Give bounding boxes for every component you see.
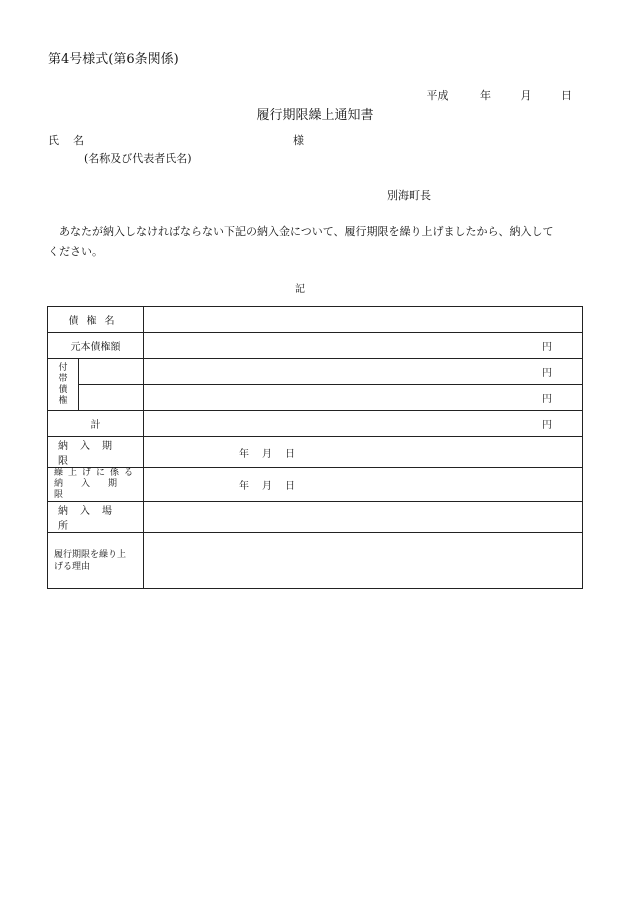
payment-deadline-label: 納入期限 bbox=[48, 437, 144, 468]
claim-name-value bbox=[144, 307, 583, 333]
date-era: 平成 bbox=[426, 89, 449, 102]
form-number: 第4号様式(第6条関係) bbox=[48, 52, 179, 67]
total-yen: 円 bbox=[144, 411, 583, 437]
name-label: 氏名 bbox=[48, 134, 98, 147]
table-row bbox=[48, 411, 583, 437]
date-year: 年 bbox=[480, 89, 491, 102]
table-row bbox=[48, 307, 583, 333]
name-note: (名称及び代表者氏名) bbox=[84, 152, 192, 165]
attached-claim-name-1 bbox=[79, 359, 144, 385]
ki-heading: 記 bbox=[295, 284, 305, 295]
principal-yen: 円 bbox=[144, 333, 583, 359]
table-row bbox=[48, 385, 583, 411]
honorific: 様 bbox=[293, 134, 304, 147]
payment-place-value bbox=[144, 502, 583, 533]
issuer: 別海町長 bbox=[387, 189, 431, 202]
attached-claim-yen-1: 円 bbox=[144, 359, 583, 385]
document-title: 履行期限繰上通知書 bbox=[256, 108, 374, 123]
advanced-deadline-label: 繰上げに係る 納入期限 bbox=[48, 468, 144, 502]
attached-claim-yen-2: 円 bbox=[144, 385, 583, 411]
date-day: 日 bbox=[561, 89, 572, 102]
table-row bbox=[48, 468, 583, 502]
issue-date bbox=[427, 87, 573, 103]
payment-place-label: 納入場所 bbox=[48, 502, 144, 533]
date-month: 月 bbox=[520, 89, 532, 102]
body-text: あなたが納入しなければならない下記の納入金について、履行期限を繰り上げましたから、納入してください。 bbox=[48, 225, 554, 258]
table-row bbox=[48, 359, 583, 385]
table-row bbox=[48, 437, 583, 468]
principal-label: 元本債権額 bbox=[48, 333, 144, 359]
table-row bbox=[48, 502, 583, 533]
payment-deadline-date: 年 月 日 bbox=[144, 437, 583, 468]
claim-name-label: 債権名 bbox=[48, 307, 144, 333]
notice-table bbox=[47, 306, 583, 589]
total-label: 計 bbox=[48, 411, 144, 437]
table-row bbox=[48, 333, 583, 359]
attached-claim-label: 付 帯 債 権 bbox=[48, 359, 79, 411]
table-row bbox=[48, 533, 583, 589]
reason-value bbox=[144, 533, 583, 589]
reason-label: 履行期限を繰り上 げる理由 bbox=[48, 533, 144, 589]
attached-claim-name-2 bbox=[79, 385, 144, 411]
advanced-deadline-date: 年 月 日 bbox=[144, 468, 583, 502]
